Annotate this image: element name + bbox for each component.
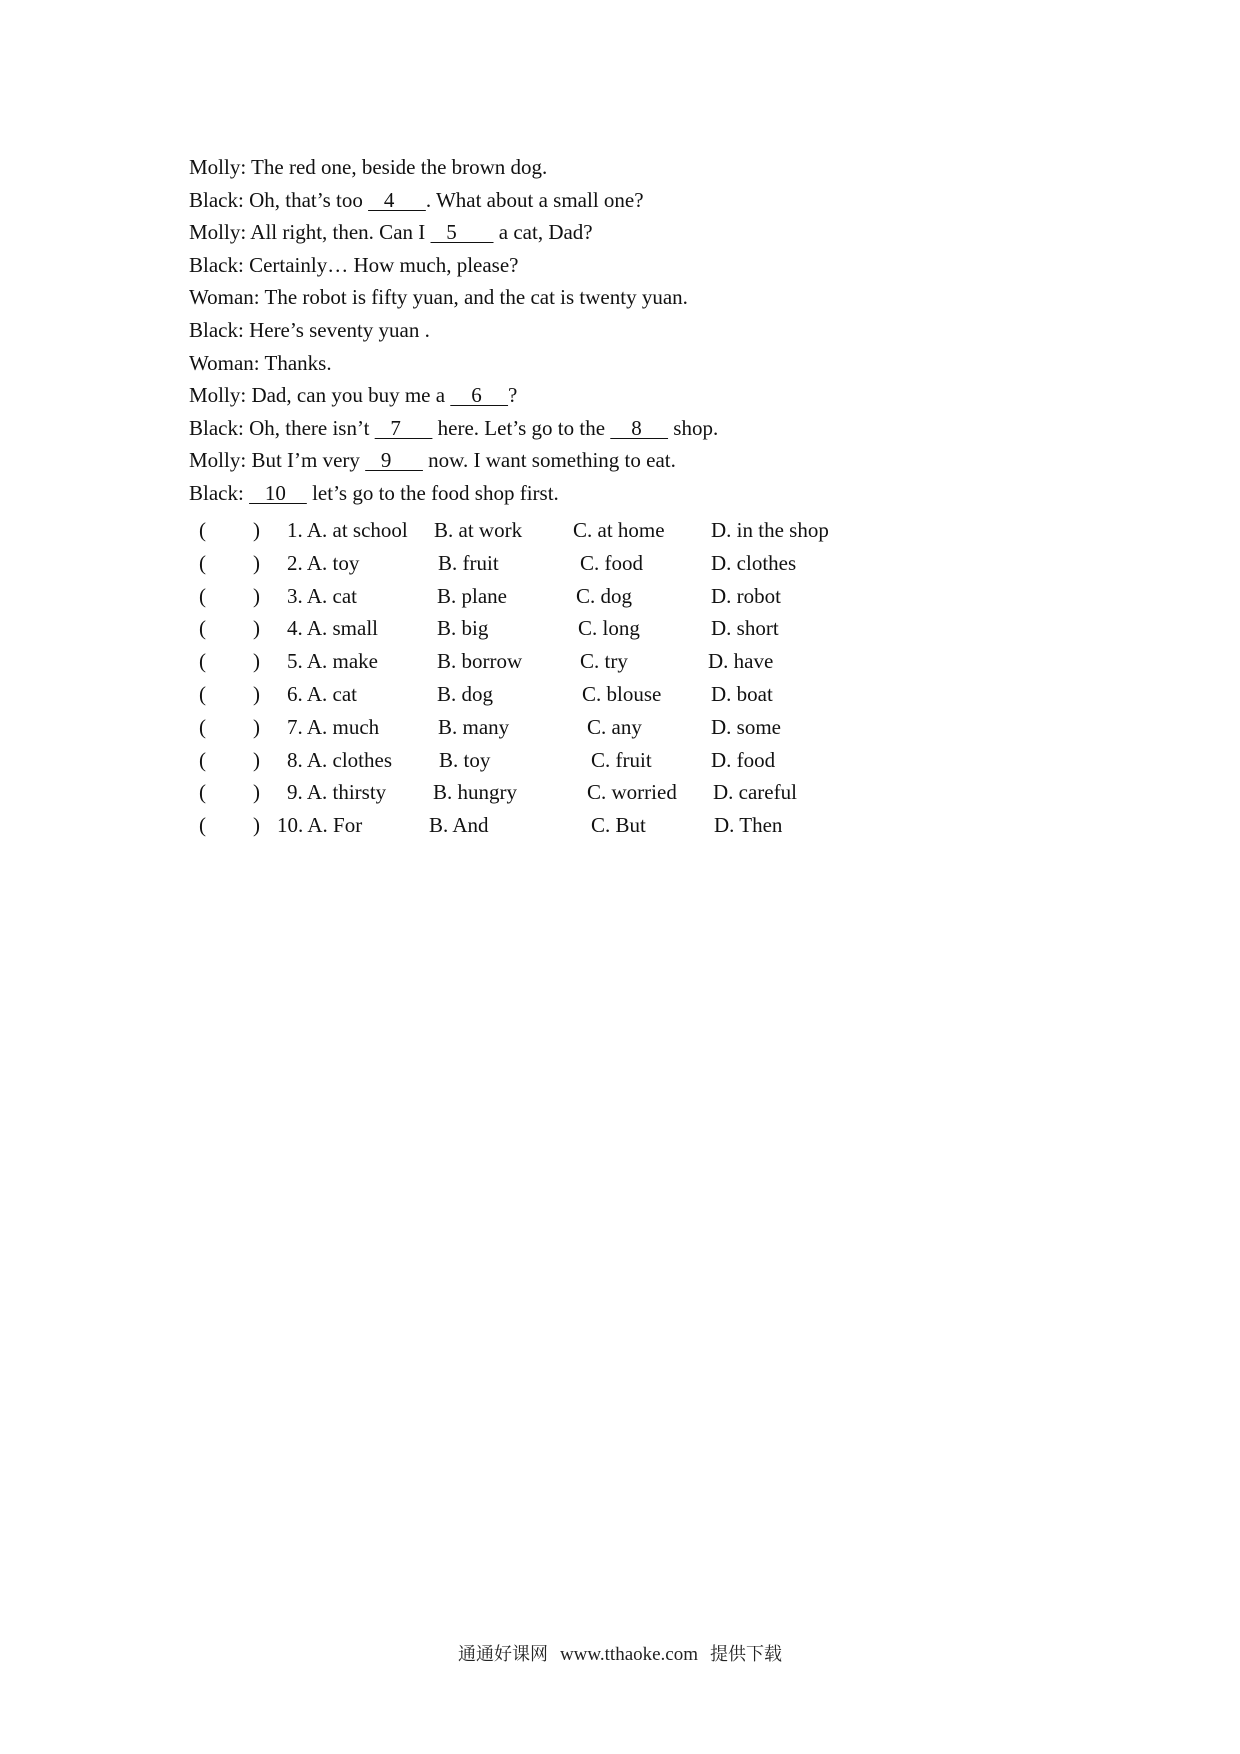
answer-paren-open: (	[199, 616, 206, 641]
answer-paren-close: )	[253, 747, 260, 772]
option-c: C. try	[580, 649, 628, 674]
answer-paren-close: )	[253, 714, 260, 739]
question-stem: 1. A. at school	[287, 518, 408, 542]
answer-paren-open: (	[199, 813, 206, 838]
answer-paren-open: (	[199, 583, 206, 608]
option-c: C. food	[580, 550, 643, 575]
option-c: C. dog	[576, 583, 633, 608]
dialogue-line: Black: Oh, that’s too 4 . What about a small one?	[189, 184, 909, 217]
answer-paren-close: )	[253, 518, 260, 542]
option-b: B. borrow	[437, 649, 523, 674]
dialogue-line: Black: Oh, there isn’t 7 here. Let’s go to the 8 shop.	[189, 412, 909, 445]
option-b: B. at work	[434, 518, 523, 542]
answer-paren-close: )	[253, 550, 260, 575]
answer-paren-close: )	[253, 649, 260, 674]
option-c: C. fruit	[591, 747, 652, 772]
answer-blank-8: 8	[610, 415, 669, 440]
option-c: C. long	[578, 616, 640, 641]
option-d: D. clothes	[711, 550, 797, 575]
dialogue-line: Molly: Dad, can you buy me a 6 ?	[189, 379, 909, 412]
option-c: C. worried	[587, 780, 677, 805]
option-b: B. many	[438, 714, 510, 739]
question-row	[189, 711, 889, 744]
question-row	[189, 612, 889, 645]
question-stem: 10. A. For	[277, 813, 363, 838]
dialogue-line: Woman: Thanks.	[189, 350, 332, 375]
question-stem: 2. A. toy	[287, 550, 360, 575]
answer-paren-close: )	[253, 681, 260, 706]
footer-suffix: 提供下载	[710, 1644, 783, 1665]
option-c: C. But	[591, 813, 646, 838]
question-stem: 6. A. cat	[287, 681, 357, 706]
question-row	[189, 547, 889, 580]
answer-paren-close: )	[253, 813, 260, 838]
answer-paren-close: )	[253, 583, 260, 608]
question-stem: 3. A. cat	[287, 583, 357, 608]
option-b: B. And	[429, 813, 489, 838]
answer-paren-open: (	[199, 681, 206, 706]
answer-paren-open: (	[199, 518, 206, 542]
option-b: B. fruit	[438, 550, 499, 575]
option-d: D. robot	[711, 583, 781, 608]
question-stem: 8. A. clothes	[287, 747, 392, 772]
dialogue-line: Molly: All right, then. Can I 5 a cat, Dad?	[189, 216, 909, 249]
answer-blank-9: 9	[365, 448, 423, 473]
option-c: C. at home	[573, 518, 665, 542]
question-stem: 7. A. much	[287, 714, 380, 739]
option-d: D. in the shop	[711, 518, 829, 542]
page-footer	[0, 1640, 1240, 1666]
footer-site-name: 通通好课网	[457, 1644, 548, 1665]
dialogue-section	[189, 151, 909, 510]
footer-url: www.tthaoke.com	[559, 1644, 699, 1665]
answer-paren-open: (	[199, 714, 206, 739]
option-d: D. have	[708, 649, 774, 674]
answer-blank-7: 7	[374, 415, 433, 440]
question-row	[189, 744, 889, 777]
answer-paren-open: (	[199, 649, 206, 674]
option-b: B. dog	[437, 681, 494, 706]
option-b: B. toy	[439, 747, 491, 772]
question-row	[189, 514, 889, 547]
answer-blank-10: 10	[249, 480, 307, 505]
answer-paren-open: (	[199, 550, 206, 575]
option-d: D. boat	[711, 681, 773, 706]
question-stem: 4. A. small	[287, 616, 379, 641]
option-b: B. big	[437, 616, 489, 641]
dialogue-line: Black: Here’s seventy yuan .	[189, 317, 430, 342]
question-row	[189, 645, 889, 678]
option-d: D. Then	[714, 813, 783, 838]
answer-paren-open: (	[199, 780, 206, 805]
dialogue-line: Molly: The red one, beside the brown dog.	[189, 155, 548, 179]
dialogue-line: Molly: But I’m very 9 now. I want something to eat.	[189, 444, 909, 477]
answer-blank-6: 6	[450, 383, 509, 408]
answer-blank-5: 5	[430, 220, 494, 245]
multiple-choice-section	[189, 514, 889, 842]
question-row	[189, 580, 889, 613]
question-row	[189, 809, 889, 842]
option-d: D. food	[711, 747, 776, 772]
answer-paren-open: (	[199, 747, 206, 772]
option-d: D. some	[711, 714, 781, 739]
question-row	[189, 776, 889, 809]
dialogue-line: Black: Certainly… How much, please?	[189, 252, 519, 277]
answer-paren-close: )	[253, 616, 260, 641]
answer-blank-4: 4	[368, 187, 426, 212]
dialogue-line: Woman: The robot is fifty yuan, and the cat is twenty yuan.	[189, 285, 688, 310]
option-d: D. short	[711, 616, 779, 641]
option-c: C. any	[587, 714, 642, 739]
option-c: C. blouse	[582, 681, 662, 706]
answer-paren-close: )	[253, 780, 260, 805]
question-stem: 5. A. make	[287, 649, 378, 674]
dialogue-line: Black: 10 let’s go to the food shop first.	[189, 477, 909, 510]
option-b: B. plane	[437, 583, 507, 608]
option-d: D. careful	[713, 780, 797, 805]
question-stem: 9. A. thirsty	[287, 780, 387, 805]
question-row	[189, 678, 889, 711]
option-b: B. hungry	[433, 780, 517, 805]
